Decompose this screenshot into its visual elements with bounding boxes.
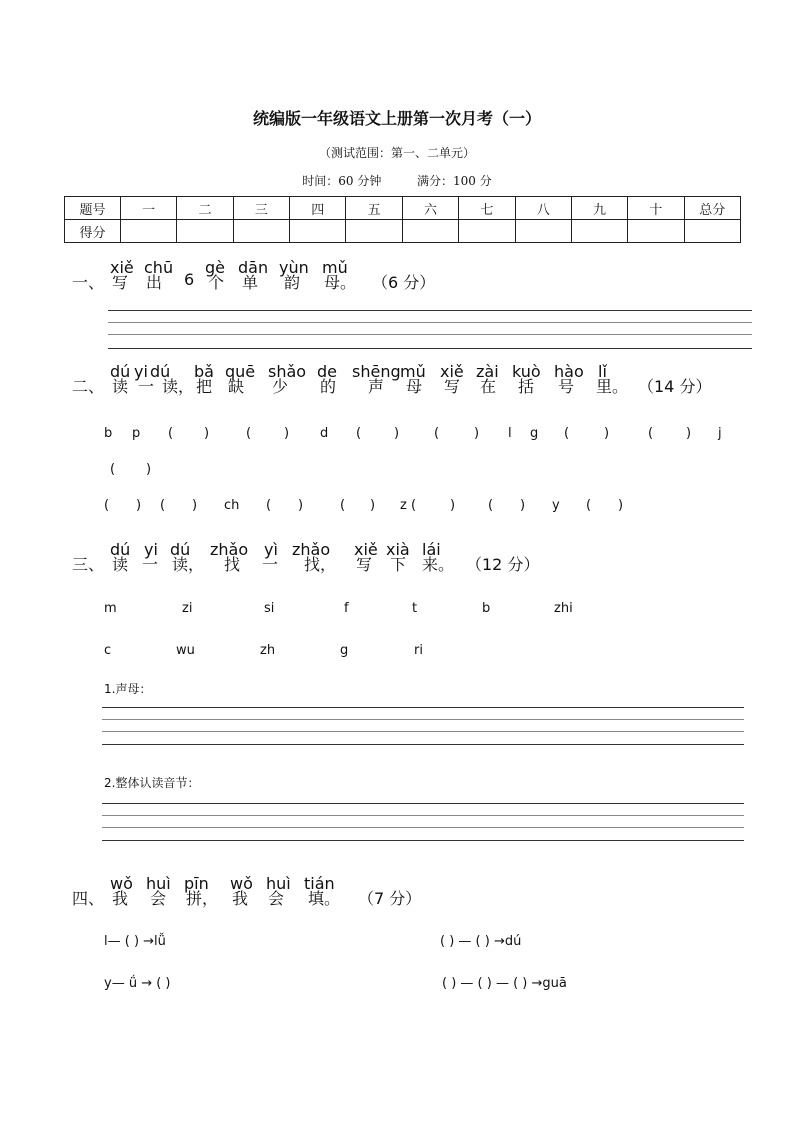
writing-line — [102, 744, 744, 745]
pinyin: dú — [110, 362, 131, 381]
item-text: ( — [356, 426, 362, 441]
section-points: （12 分） — [466, 555, 540, 574]
item-text: zi — [182, 601, 193, 616]
section-number: 三、 — [72, 555, 105, 574]
item-text: ) — [394, 426, 400, 441]
pinyin: dān — [238, 258, 269, 277]
score-entry-cell[interactable] — [177, 220, 233, 243]
pinyin: huì — [146, 874, 171, 893]
hanzi: 写 — [356, 555, 373, 574]
score-entry-cell[interactable] — [121, 220, 177, 243]
hanzi: 我 — [112, 889, 129, 908]
pinyin: yi — [144, 540, 158, 559]
writing-line — [102, 707, 744, 708]
item-text: ( — [488, 498, 494, 513]
time-label: 时间：60 分钟 — [302, 174, 382, 188]
item-text: ( — [160, 498, 166, 513]
item-text: wu — [176, 643, 195, 658]
item-text: j — [718, 426, 722, 441]
table-cell: 总分 — [684, 197, 740, 220]
item-text: l — [508, 426, 512, 441]
pinyin: zhǎo — [210, 540, 249, 559]
pinyin: zhǎo — [292, 540, 331, 559]
pinyin: wǒ — [230, 874, 253, 893]
hanzi: 会 — [150, 889, 167, 908]
item-text: t — [412, 601, 418, 616]
table-cell: 五 — [346, 197, 402, 220]
hanzi: 韵 — [284, 273, 301, 292]
item-text: ) — [686, 426, 692, 441]
pinyin: bǎ — [194, 362, 214, 381]
writing-line — [102, 803, 744, 804]
hanzi: 我 — [232, 889, 249, 908]
score-table-header-row — [65, 197, 741, 220]
section-2-heading — [72, 362, 772, 396]
item-text: zhi — [554, 601, 573, 616]
item-text: b — [482, 601, 491, 616]
item-text: ( — [104, 498, 110, 513]
item-text: ) — [136, 498, 142, 513]
time-score-line — [0, 172, 794, 189]
hanzi: 在 — [480, 377, 497, 396]
item-text: b — [104, 426, 113, 441]
pinyin: chū — [144, 258, 174, 277]
item-text: ) — [520, 498, 526, 513]
pinyin: xiě — [440, 362, 464, 381]
hanzi: 写 — [444, 377, 461, 396]
hanzi: 里。 — [596, 377, 629, 396]
hanzi: 读 — [112, 555, 129, 574]
writing-line — [108, 348, 752, 349]
table-cell: 题号 — [65, 197, 121, 220]
item-text: g — [530, 426, 539, 441]
table-cell: 九 — [571, 197, 627, 220]
item-text: ( — [648, 426, 654, 441]
writing-line — [102, 827, 744, 828]
pinyin: shēng — [352, 362, 401, 381]
item-text: g — [340, 643, 349, 658]
pinyin: mǔ — [322, 258, 348, 277]
item-text: ) — [474, 426, 480, 441]
test-scope: （测试范围：第一、二单元） — [318, 146, 475, 160]
pinyin: lǐ — [598, 362, 607, 381]
item-text: z ( — [400, 498, 417, 513]
pinyin: dú — [170, 540, 191, 559]
section-points: （6 分） — [372, 273, 436, 292]
item-text: ( — [266, 498, 272, 513]
hanzi: 读， — [172, 555, 205, 574]
pinyin: kuò — [512, 362, 541, 381]
section-points: （14 分） — [638, 377, 712, 396]
table-cell: 得分 — [65, 220, 121, 243]
item-text: y — [552, 498, 560, 513]
writing-line — [108, 310, 752, 311]
score-table — [64, 196, 741, 243]
item-text: ( — [340, 498, 346, 513]
section-number: 二、 — [72, 377, 105, 396]
hanzi: 拼， — [186, 889, 219, 908]
hanzi: 一 — [138, 377, 155, 396]
question-whole-syllables-label: 2.整体认读音节： — [104, 776, 200, 790]
item-text: c — [104, 643, 112, 658]
score-table-score-row — [65, 220, 741, 243]
item-text: ) — [298, 498, 304, 513]
item-text: ) — [192, 498, 198, 513]
item-text: si — [264, 601, 275, 616]
hanzi: 一 — [262, 555, 279, 574]
writing-line — [102, 719, 744, 720]
item-text: ) — [284, 426, 290, 441]
score-entry-cell[interactable] — [684, 220, 740, 243]
item-text: ( — [168, 426, 174, 441]
spelling-item: l— ( ) →lǚ — [104, 934, 166, 949]
item-text: ) — [450, 498, 456, 513]
table-cell: 十 — [628, 197, 684, 220]
item-text: ) — [146, 462, 152, 477]
section-4-heading — [72, 874, 572, 908]
hanzi: 母。 — [324, 273, 357, 292]
hanzi: 声 — [368, 377, 385, 396]
item-text: f — [344, 601, 349, 616]
exercise-row — [104, 601, 704, 619]
item-text: ( — [110, 462, 116, 477]
hanzi: 缺 — [228, 377, 245, 396]
hanzi: 母 — [406, 377, 423, 396]
section-3-heading — [72, 540, 772, 574]
exercise-row — [104, 498, 744, 516]
hanzi: 单 — [242, 273, 259, 292]
writing-line — [108, 334, 752, 335]
section-number: 一、 — [72, 273, 105, 292]
pinyin: wǒ — [110, 874, 133, 893]
item-text: ri — [414, 643, 423, 658]
pinyin: xiě — [110, 258, 134, 277]
hanzi: 把 — [196, 377, 213, 396]
hanzi: 会 — [268, 889, 285, 908]
hanzi: 少 — [272, 377, 289, 396]
item-text: d — [320, 426, 329, 441]
table-cell: 三 — [233, 197, 289, 220]
score-entry-cell[interactable] — [233, 220, 289, 243]
pinyin: lái — [422, 540, 441, 559]
pinyin: mǔ — [400, 362, 426, 381]
table-cell: 七 — [459, 197, 515, 220]
item-text: zh — [260, 643, 276, 658]
exercise-row — [104, 426, 744, 444]
section-number: 四、 — [72, 889, 105, 908]
score-entry-cell[interactable] — [515, 220, 571, 243]
pinyin: hào — [554, 362, 584, 381]
pinyin: huì — [266, 874, 291, 893]
pinyin: dú — [110, 540, 131, 559]
pinyin: pīn — [184, 874, 209, 893]
score-entry-cell[interactable] — [346, 220, 402, 243]
writing-line — [102, 731, 744, 732]
item-text: ( — [246, 426, 252, 441]
pinyin: yùn — [279, 258, 309, 277]
hanzi: 写 — [112, 273, 129, 292]
hanzi: 的 — [320, 377, 337, 396]
hanzi: 出 — [146, 273, 163, 292]
item-text: ch — [224, 498, 240, 513]
item-text: ) — [370, 498, 376, 513]
hanzi: 一 — [142, 555, 159, 574]
table-cell: 四 — [290, 197, 346, 220]
hanzi: 读 — [112, 377, 129, 396]
spelling-item: ( ) — ( ) — ( ) →guā — [442, 976, 567, 991]
item-text: m — [104, 601, 117, 616]
table-cell: 一 — [121, 197, 177, 220]
score-entry-cell[interactable] — [628, 220, 684, 243]
writing-line — [102, 840, 744, 841]
spelling-item: ( ) — ( ) →dú — [440, 934, 522, 949]
spelling-item: y— ǘ → ( ) — [104, 976, 171, 991]
hanzi: 号 — [558, 377, 575, 396]
pinyin: dú — [150, 362, 171, 381]
hanzi: 来。 — [422, 555, 455, 574]
table-cell: 六 — [402, 197, 458, 220]
score-entry-cell[interactable] — [290, 220, 346, 243]
item-text: ) — [618, 498, 624, 513]
section-points: （7 分） — [358, 889, 422, 908]
section-1-heading — [72, 258, 752, 292]
hanzi: 找， — [304, 555, 337, 574]
hanzi: 6 — [184, 270, 195, 289]
pinyin: xià — [386, 540, 410, 559]
hanzi: 读， — [162, 377, 195, 396]
writing-line — [108, 322, 752, 323]
writing-line — [102, 815, 744, 816]
page-title: 统编版一年级语文上册第一次月考（一） — [252, 109, 541, 128]
hanzi: 括 — [518, 377, 535, 396]
item-text: ( — [586, 498, 592, 513]
hanzi: 个 — [208, 273, 225, 292]
pinyin: shǎo — [268, 362, 307, 381]
item-text: ( — [564, 426, 570, 441]
score-entry-cell[interactable] — [459, 220, 515, 243]
hanzi: 找 — [224, 555, 241, 574]
hanzi: 下 — [390, 555, 407, 574]
pinyin: yi — [134, 362, 148, 381]
table-cell: 二 — [177, 197, 233, 220]
item-text: p — [132, 426, 141, 441]
pinyin: zài — [476, 362, 499, 381]
pinyin: yì — [264, 540, 278, 559]
item-text: ) — [204, 426, 210, 441]
score-entry-cell[interactable] — [402, 220, 458, 243]
question-initials-label: 1.声母： — [104, 682, 152, 696]
table-cell: 八 — [515, 197, 571, 220]
pinyin: xiě — [354, 540, 378, 559]
item-text: ) — [604, 426, 610, 441]
item-text: ( — [434, 426, 440, 441]
hanzi: 填。 — [308, 889, 341, 908]
score-label: 满分：100 分 — [417, 174, 492, 188]
pinyin: tián — [304, 874, 335, 893]
exercise-row — [110, 462, 170, 480]
pinyin: de — [317, 362, 337, 381]
pinyin: quē — [225, 362, 256, 381]
exercise-row — [104, 643, 704, 661]
pinyin: gè — [205, 258, 225, 277]
score-entry-cell[interactable] — [571, 220, 627, 243]
